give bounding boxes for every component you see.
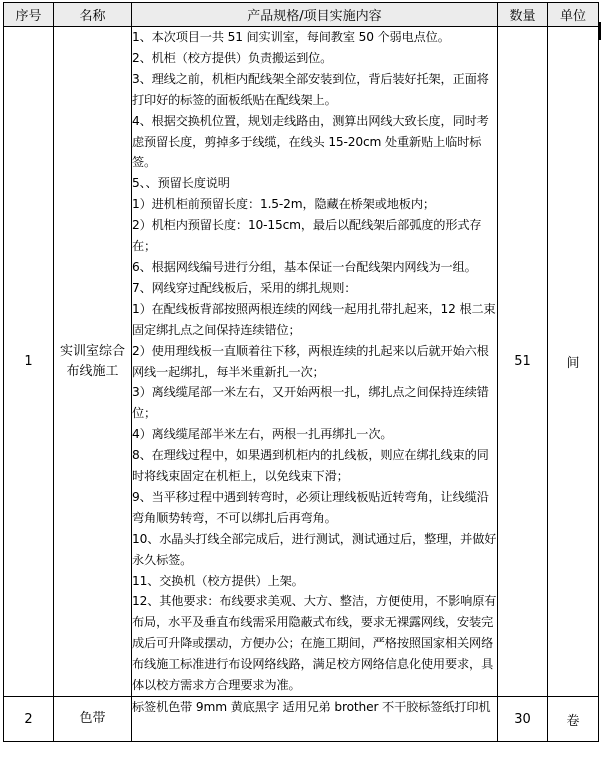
content-paragraph: 标签机色带 9mm 黄底黑字 适用兄弟 brother 不干胶标签纸打印机 (132, 700, 491, 714)
content-paragraph: 2）使用理线板一直顺着往下移，两根连续的扎起来以后就开始六根网线一起绑扎，每半米重新扎一次； (132, 343, 489, 379)
page-edge-mark (599, 22, 601, 40)
content-paragraph: 3）离线缆尾部一米左右，又开始两根一扎，绑扎点之间保持连续错位； (132, 385, 489, 421)
content-paragraph: 11、交换机（校方提供）上架。 (132, 573, 304, 588)
content-paragraph: 5、、预留长度说明 (132, 176, 230, 191)
content-paragraph: 12、其他要求：布线要求美观、大方、整洁，方便使用，不影响原有布局，水平及垂直布线需采用隐蔽式布线，要求无裸露网线，安装完成后可升降或摆动，方便办公；在施工期间，严格按照国家相关网络布线施工标准进行布设网络线路，满足校方网络信息化使用要求，具体以校方需求方合理要求为准。 (132, 594, 497, 693)
row-content (132, 697, 498, 742)
content-paragraph: 9、当平移过程中遇到转弯时，必须让理线板贴近转弯角，让线缆沿弯角顺势转弯，不可以绑扎后再弯角。 (132, 489, 489, 525)
content-paragraph: 7、网线穿过配线板后，采用的绑扎规则： (132, 280, 357, 295)
row-qty: 51 (498, 27, 548, 697)
spec-table (3, 2, 599, 742)
content-paragraph: 8、在理线过程中，如果遇到机柜内的扎线板，则应在绑扎线束的同时将线束固定在机柜上，以免线束下滑； (132, 448, 489, 484)
row-index: 1 (4, 27, 54, 697)
table-row (4, 697, 599, 742)
header-unit: 单位 (548, 3, 599, 27)
table-row (4, 27, 599, 697)
row-content (132, 27, 498, 697)
content-paragraph: 4）离线缆尾部半米左右，两根一扎再绑扎一次。 (132, 427, 393, 442)
content-paragraph: 2、机柜（校方提供）负责搬运到位。 (132, 50, 333, 65)
content-paragraph: 2）机柜内预留长度：10-15cm，最后以配线架后部弧度的形式存在； (132, 218, 482, 254)
header-index: 序号 (4, 3, 54, 27)
content-paragraph: 1）进机柜前预留长度：1.5-2m，隐藏在桥架或地板内； (132, 197, 435, 212)
row-name: 实训室综合布线施工 (54, 27, 132, 697)
content-paragraph: 1）在配线板背部按照两根连续的网线一起用扎带扎起来，12 根二束固定绑扎点之间保持连续错位； (132, 301, 496, 337)
content-paragraph: 3、理线之前，机柜内配线架全部安装到位，背后装好托架，正面将打印好的标签的面板纸贴在配线架上。 (132, 71, 489, 107)
header-name: 名称 (54, 3, 132, 27)
table-header-row (4, 3, 599, 27)
row-unit: 间 (548, 27, 599, 697)
row-index: 2 (4, 697, 54, 742)
content-paragraph: 6、根据网线编号进行分组，基本保证一台配线架内网线为一组。 (132, 259, 477, 274)
content-paragraph: 4、根据交换机位置，规划走线路由，测算出网线大致长度，同时考虑预留长度，剪掉多于线缆，在线头 15-20cm 处重新贴上临时标签。 (132, 113, 489, 170)
content-paragraph: 1、本次项目一共 51 间实训室，每间教室 50 个弱电点位。 (132, 30, 450, 44)
content-paragraph: 10、水晶头打线全部完成后，进行测试，测试通过后，整理，并做好永久标签。 (132, 531, 497, 567)
row-name: 色带 (54, 697, 132, 742)
row-unit: 卷 (548, 697, 599, 742)
row-qty: 30 (498, 697, 548, 742)
header-qty: 数量 (498, 3, 548, 27)
header-spec: 产品规格/项目实施内容 (132, 3, 498, 27)
